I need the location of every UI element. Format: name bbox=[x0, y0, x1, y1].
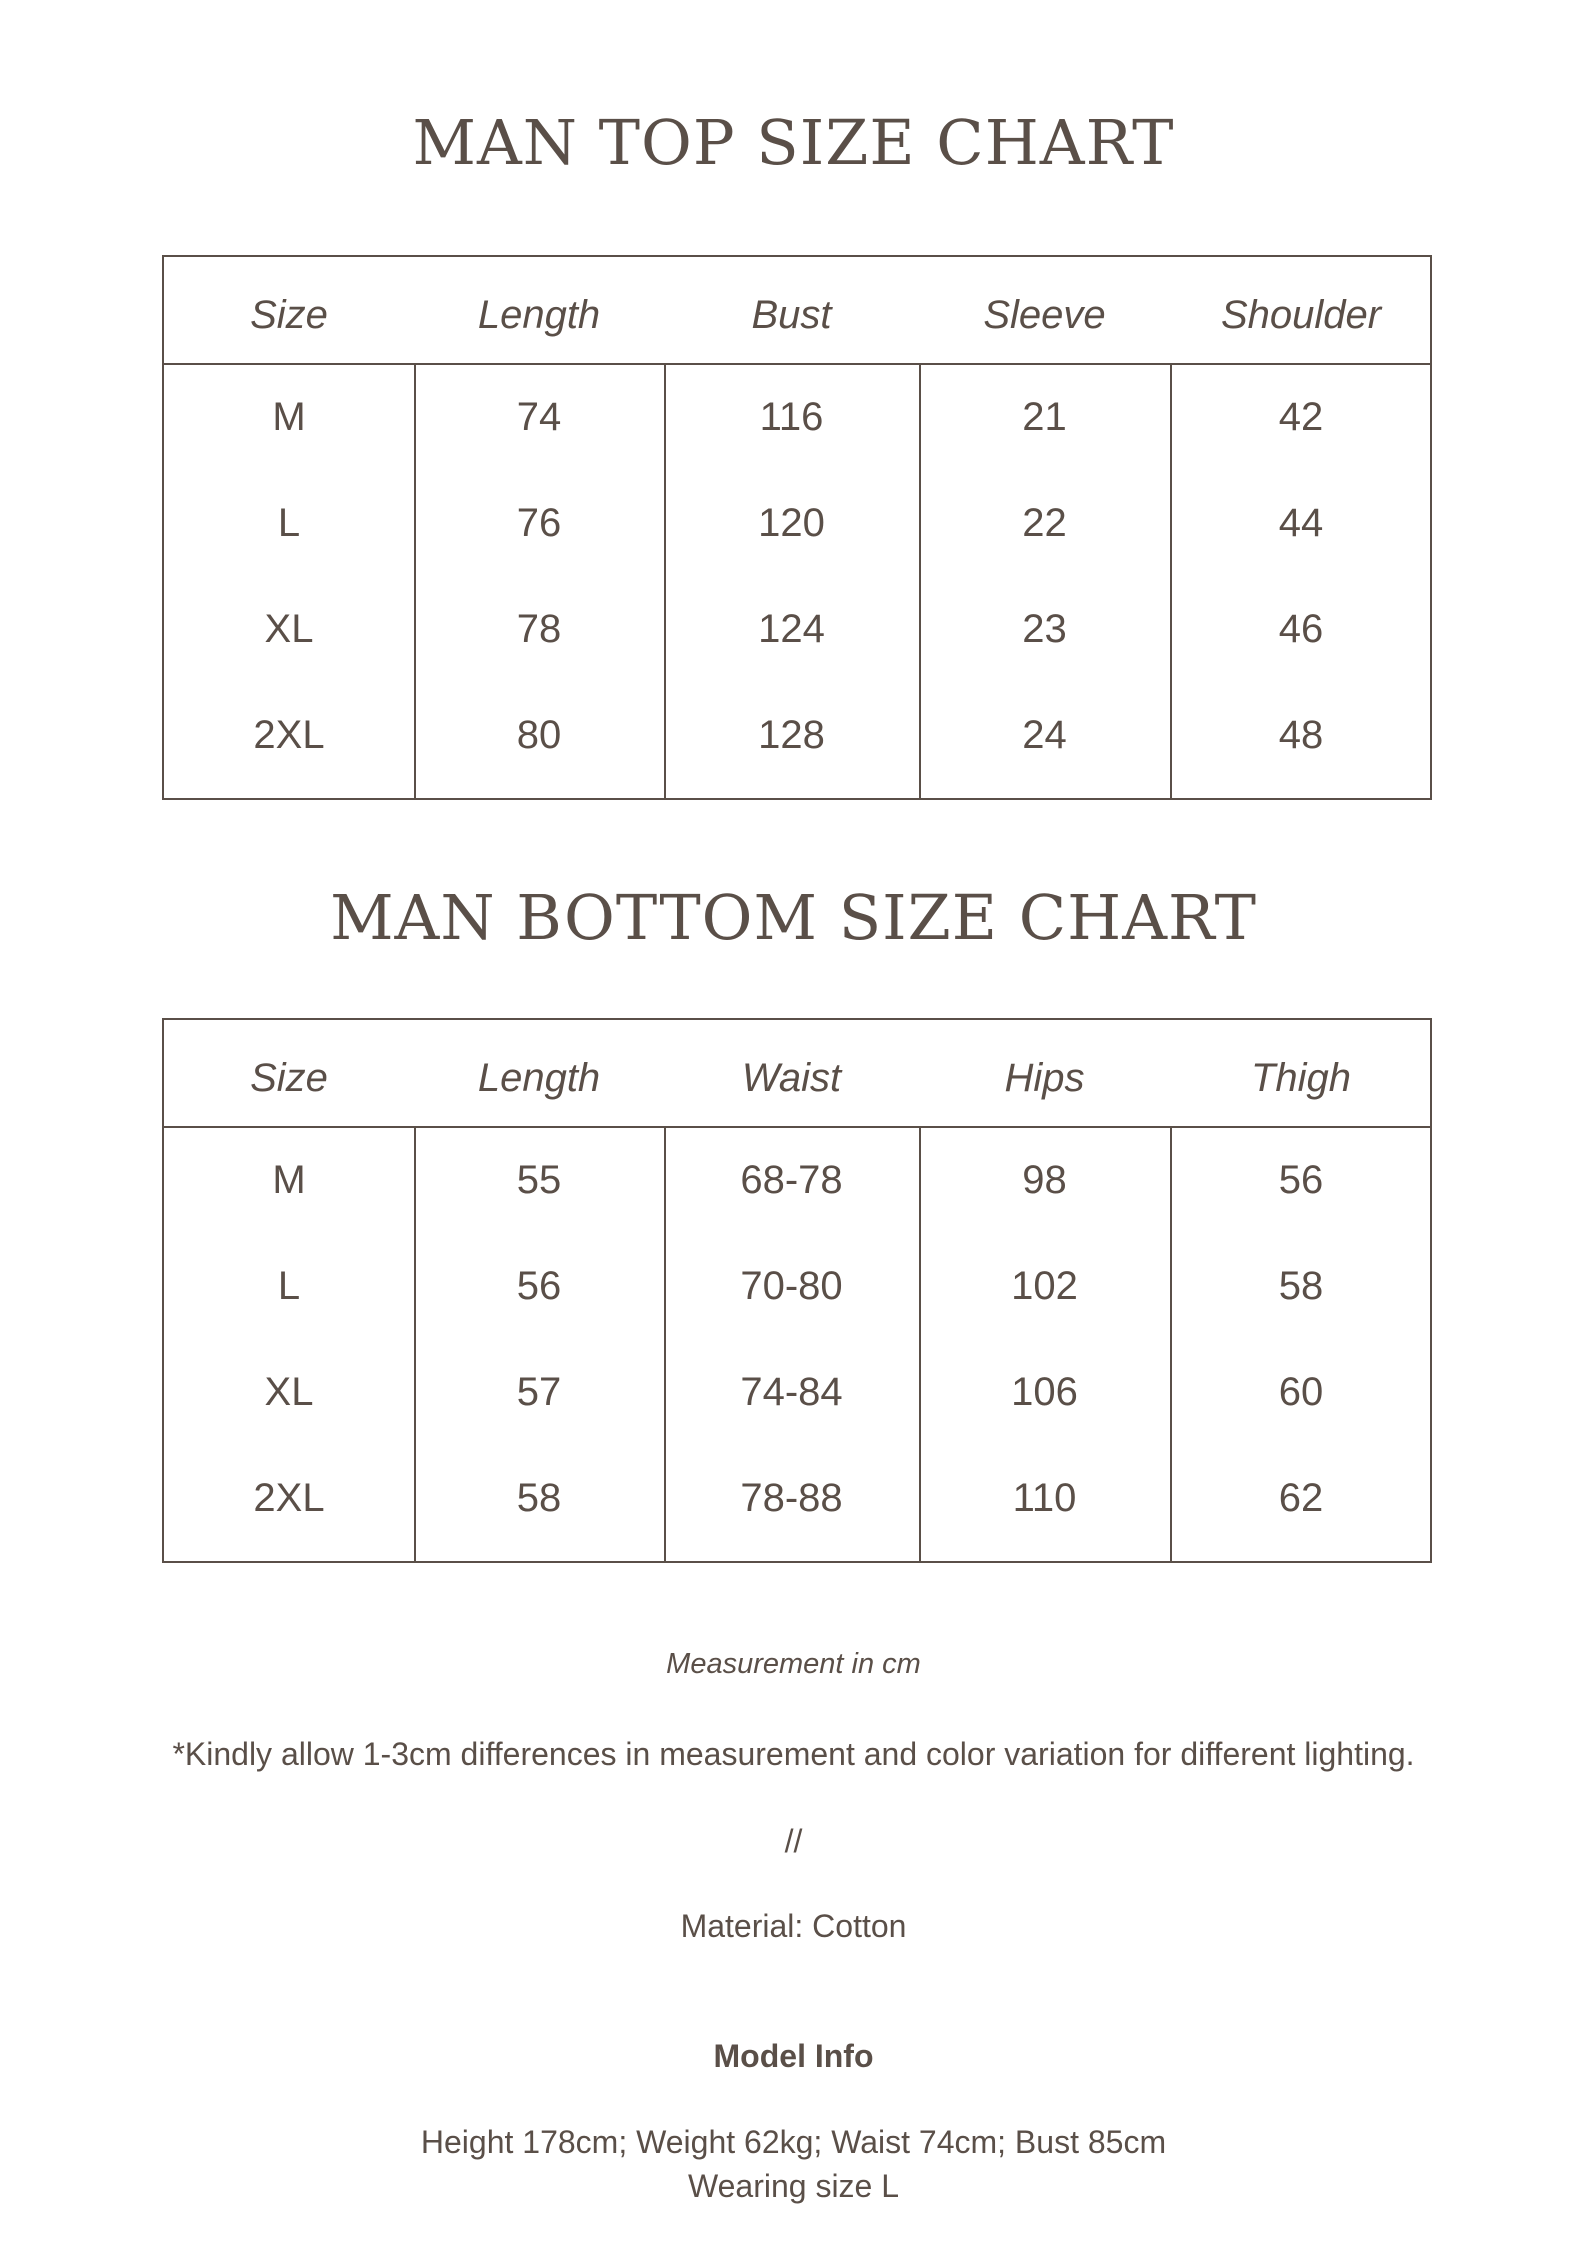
table-cell: 110 bbox=[1012, 1476, 1077, 1520]
table-cell: 78 bbox=[516, 607, 562, 651]
table-cell: 98 bbox=[1022, 1158, 1067, 1202]
column-header-hips: Hips bbox=[1004, 1056, 1085, 1100]
column-header-thigh: Thigh bbox=[1250, 1056, 1352, 1100]
table-cell: 74 bbox=[516, 395, 562, 439]
table-cell: XL bbox=[264, 1370, 314, 1414]
column-header-size: Size bbox=[250, 1056, 328, 1100]
model-wearing-size: Wearing size L bbox=[687, 2168, 900, 2204]
table-cell: 24 bbox=[1022, 713, 1067, 757]
table-cell: 124 bbox=[758, 607, 825, 651]
table-cell: XL bbox=[264, 607, 314, 651]
column-header-size: Size bbox=[250, 293, 328, 337]
table-cell: 21 bbox=[1022, 395, 1067, 439]
table-cell: 106 bbox=[1011, 1370, 1078, 1414]
column-header-bust: Bust bbox=[751, 293, 832, 337]
table-cell: 120 bbox=[758, 501, 825, 545]
top-size-table bbox=[162, 255, 1432, 800]
table-cell: 78-88 bbox=[740, 1476, 843, 1520]
table-cell: 102 bbox=[1011, 1264, 1078, 1308]
table-cell: 23 bbox=[1022, 607, 1067, 651]
model-info-heading: Model Info bbox=[713, 2038, 874, 2074]
table-cell: L bbox=[277, 1264, 301, 1308]
table-cell: 60 bbox=[1278, 1370, 1324, 1414]
table-cell: 80 bbox=[516, 713, 562, 757]
column-header-shoulder: Shoulder bbox=[1220, 293, 1382, 337]
table-cell: M bbox=[272, 1158, 306, 1202]
table-cell: 2XL bbox=[253, 1476, 325, 1520]
table-cell: 76 bbox=[516, 501, 562, 545]
top-chart-title: MAN TOP SIZE CHART bbox=[412, 106, 1175, 179]
model-stats: Height 178cm; Weight 62kg; Waist 74cm; Bust 85cm bbox=[420, 2124, 1167, 2160]
table-cell: 58 bbox=[1278, 1264, 1324, 1308]
table-cell: 42 bbox=[1278, 395, 1324, 439]
table-cell: 128 bbox=[758, 713, 825, 757]
table-cell: 70-80 bbox=[740, 1264, 843, 1308]
table-cell: 62 bbox=[1278, 1476, 1324, 1520]
column-header-length: Length bbox=[477, 1056, 601, 1100]
column-header-length: Length bbox=[477, 293, 601, 337]
table-cell: 56 bbox=[516, 1264, 562, 1308]
table-cell: M bbox=[272, 395, 306, 439]
column-header-sleeve: Sleeve bbox=[983, 293, 1106, 337]
bottom-chart-title: MAN BOTTOM SIZE CHART bbox=[330, 881, 1257, 954]
table-cell: 46 bbox=[1278, 607, 1324, 651]
table-cell: 2XL bbox=[253, 713, 325, 757]
header-divider bbox=[164, 1126, 1430, 1128]
table-cell: 74-84 bbox=[740, 1370, 843, 1414]
material-info: Material: Cotton bbox=[680, 1908, 907, 1944]
table-cell: 55 bbox=[516, 1158, 562, 1202]
table-cell: 68-78 bbox=[740, 1158, 843, 1202]
table-cell: 58 bbox=[516, 1476, 562, 1520]
table-cell: 116 bbox=[759, 395, 824, 439]
table-cell: L bbox=[277, 501, 301, 545]
column-header-waist: Waist bbox=[741, 1056, 842, 1100]
table-cell: 56 bbox=[1278, 1158, 1324, 1202]
measurement-unit-note: Measurement in cm bbox=[666, 1648, 921, 1680]
table-cell: 22 bbox=[1022, 501, 1067, 545]
header-divider bbox=[164, 363, 1430, 365]
separator: // bbox=[784, 1823, 803, 1859]
table-cell: 44 bbox=[1278, 501, 1324, 545]
bottom-size-table bbox=[162, 1018, 1432, 1563]
table-cell: 48 bbox=[1278, 713, 1324, 757]
disclaimer-note: *Kindly allow 1-3cm differences in measurement and color variation for different lighting. bbox=[172, 1736, 1415, 1772]
table-cell: 57 bbox=[516, 1370, 562, 1414]
